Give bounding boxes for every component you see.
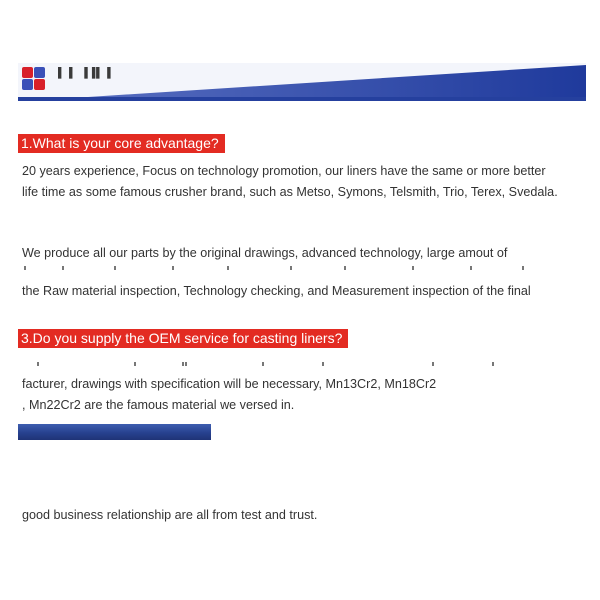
- company-logo: [22, 67, 46, 91]
- section-heading-1: 1.What is your core advantage?: [18, 134, 225, 153]
- answer-1-line-2: life time as some famous crusher brand, such as Metso, Symons, Telsmith, Trio, Terex, Svedala.: [22, 185, 558, 199]
- faded-text-fragment: [22, 266, 562, 272]
- answer-3-line-1: facturer, drawings with specification will be necessary, Mn13Cr2, Mn18Cr2: [22, 377, 437, 391]
- faded-text-fragment: [22, 362, 502, 368]
- logo-text: ▌▐ ▐▐▌▐: [58, 67, 112, 79]
- answer-2-line-1: We produce all our parts by the original drawings, advanced technology, large amout of: [22, 246, 508, 260]
- answer-3-line-2: , Mn22Cr2 are the famous material we versed in.: [22, 398, 295, 412]
- answer-2-line-2: the Raw material inspection, Technology checking, and Measurement inspection of the final: [22, 284, 531, 298]
- answer-4-line-1: good business relationship are all from test and trust.: [22, 508, 318, 522]
- answer-1-line-1: 20 years experience, Focus on technology promotion, our liners have the same or more better: [22, 164, 546, 178]
- section-heading-3: 3.Do you supply the OEM service for casting liners?: [18, 329, 348, 348]
- section-heading-4-bar: [18, 424, 211, 440]
